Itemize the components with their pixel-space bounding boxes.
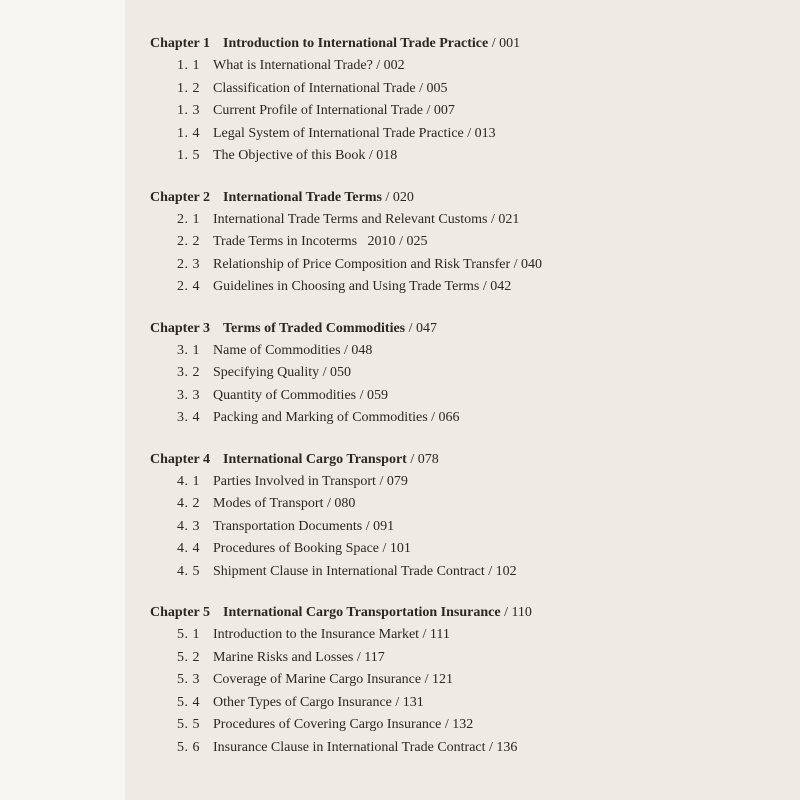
section-number: 4. 5 [177,563,200,579]
section-number: 4. 1 [177,473,200,489]
table-of-contents [150,33,750,759]
section-number: 1. 2 [177,80,200,96]
section-title: Insurance Clause in International Trade Contract [213,739,486,755]
section-entry [150,407,750,430]
section-title: Quantity of Commodities [213,387,357,403]
section-page: / 002 [376,58,405,73]
chapter-page: / 001 [491,36,521,51]
section-entry [150,78,750,101]
section-page: / 121 [424,672,453,687]
section-number: 3. 3 [177,387,200,403]
chapter-spacer [150,168,750,187]
section-page: / 102 [488,563,517,579]
section-title: Name of Commodities [213,342,341,358]
section-title: Procedures of Booking Space [213,541,380,556]
chapter-title: International Trade Terms [223,189,382,205]
section-page: / 091 [365,518,395,534]
section-number: 5. 1 [177,627,200,642]
section-page: / 048 [344,342,373,358]
section-number: 2. 3 [177,256,200,272]
section-entry [150,647,750,670]
section-entry [150,538,750,561]
section-entry [150,714,750,737]
section-entry [150,254,750,277]
section-number: 5. 3 [177,672,200,687]
section-number: 5. 6 [177,739,200,755]
chapter-title: Terms of Traded Commodities [223,320,406,336]
section-entry [150,493,750,516]
chapter-page: / 078 [410,451,439,467]
section-entry [150,471,750,494]
section-number: 2. 2 [177,234,200,249]
section-number: 5. 4 [177,694,200,710]
section-entry [150,737,750,760]
section-title: Procedures of Covering Cargo Insurance [213,717,442,732]
chapter-spacer [150,430,750,449]
section-number: 3. 1 [177,342,200,358]
section-entry [150,145,750,168]
section-title: Marine Risks and Losses [213,649,354,665]
section-entry [150,385,750,408]
chapter-page: / 020 [385,189,414,205]
section-page: / 079 [379,473,408,489]
section-title: Current Profile of International Trade [213,103,423,118]
section-page: / 059 [359,387,388,403]
section-entry [150,624,750,647]
section-page: / 021 [490,211,520,227]
chapter-spacer [150,583,750,602]
section-title: Packing and Marking of Commodities [213,410,428,425]
chapter-title: International Cargo Transportation Insurance [223,605,501,620]
section-title: Shipment Clause in International Trade Contract [213,563,485,579]
section-page: / 040 [513,256,542,272]
section-page: / 050 [322,365,352,380]
chapter-page: / 047 [408,320,438,336]
section-title: Coverage of Marine Cargo Insurance [213,672,422,687]
section-entry [150,209,750,232]
section-title: Guidelines in Choosing and Using Trade Terms [213,279,480,294]
left-page-margin [0,0,125,800]
section-entry [150,362,750,385]
section-page: / 136 [489,739,518,755]
section-number: 4. 2 [177,496,200,511]
section-page: / 117 [356,649,385,665]
section-page: / 013 [467,125,496,141]
section-entry [150,516,750,539]
section-page: / 005 [419,80,448,96]
section-page: / 131 [395,694,424,710]
section-page: / 018 [368,148,398,163]
section-page: / 080 [326,496,356,511]
section-title: Parties Involved in Transport [213,473,376,489]
section-title: Transportation Documents [213,518,363,534]
section-entry [150,231,750,254]
section-number: 1. 4 [177,125,200,141]
section-page: / 007 [426,103,455,118]
section-entry [150,340,750,363]
section-title: Introduction to the Insurance Market [213,627,420,642]
section-title: What is International Trade? [213,58,373,73]
section-number: 1. 3 [177,103,200,118]
section-title: Other Types of Cargo Insurance [213,694,392,710]
chapter-label: Chapter 1 [150,36,211,51]
section-page: / 042 [482,279,512,294]
chapter-label: Chapter 4 [150,451,211,467]
section-page: / 025 [399,234,428,249]
section-page: / 101 [382,541,411,556]
section-entry [150,669,750,692]
chapter-heading [150,602,750,624]
chapter-label: Chapter 3 [150,320,211,336]
section-title: Trade Terms in Incoterms 2010 [213,234,396,249]
section-number: 3. 2 [177,365,200,380]
section-number: 5. 5 [177,717,200,732]
chapter-page: / 110 [504,605,532,620]
section-number: 1. 5 [177,148,200,163]
section-page: / 111 [422,627,450,642]
section-title: The Objective of this Book [213,148,366,163]
section-entry [150,55,750,78]
section-entry [150,100,750,123]
section-number: 5. 2 [177,649,200,665]
section-title: Relationship of Price Composition and Risk Transfer [213,256,511,272]
chapter-heading [150,318,750,340]
section-number: 3. 4 [177,410,200,425]
section-title: Modes of Transport [213,496,324,511]
section-entry [150,692,750,715]
section-entry [150,561,750,584]
section-number: 4. 4 [177,541,200,556]
section-number: 2. 1 [177,211,200,227]
section-number: 2. 4 [177,279,200,294]
chapter-spacer [150,299,750,318]
section-title: International Trade Terms and Relevant Customs [213,211,488,227]
section-entry [150,123,750,146]
section-page: / 066 [431,410,460,425]
chapter-heading [150,449,750,471]
section-title: Specifying Quality [213,365,320,380]
chapter-heading [150,187,750,209]
section-entry [150,276,750,299]
section-number: 4. 3 [177,518,200,534]
chapter-label: Chapter 2 [150,189,211,205]
section-title: Classification of International Trade [213,80,416,96]
chapter-title: International Cargo Transport [223,451,407,467]
chapter-label: Chapter 5 [150,605,211,620]
chapter-heading [150,33,750,55]
chapter-title: Introduction to International Trade Practice [223,36,489,51]
section-page: / 132 [444,717,474,732]
section-number: 1. 1 [177,58,200,73]
section-title: Legal System of International Trade Practice [213,125,464,141]
